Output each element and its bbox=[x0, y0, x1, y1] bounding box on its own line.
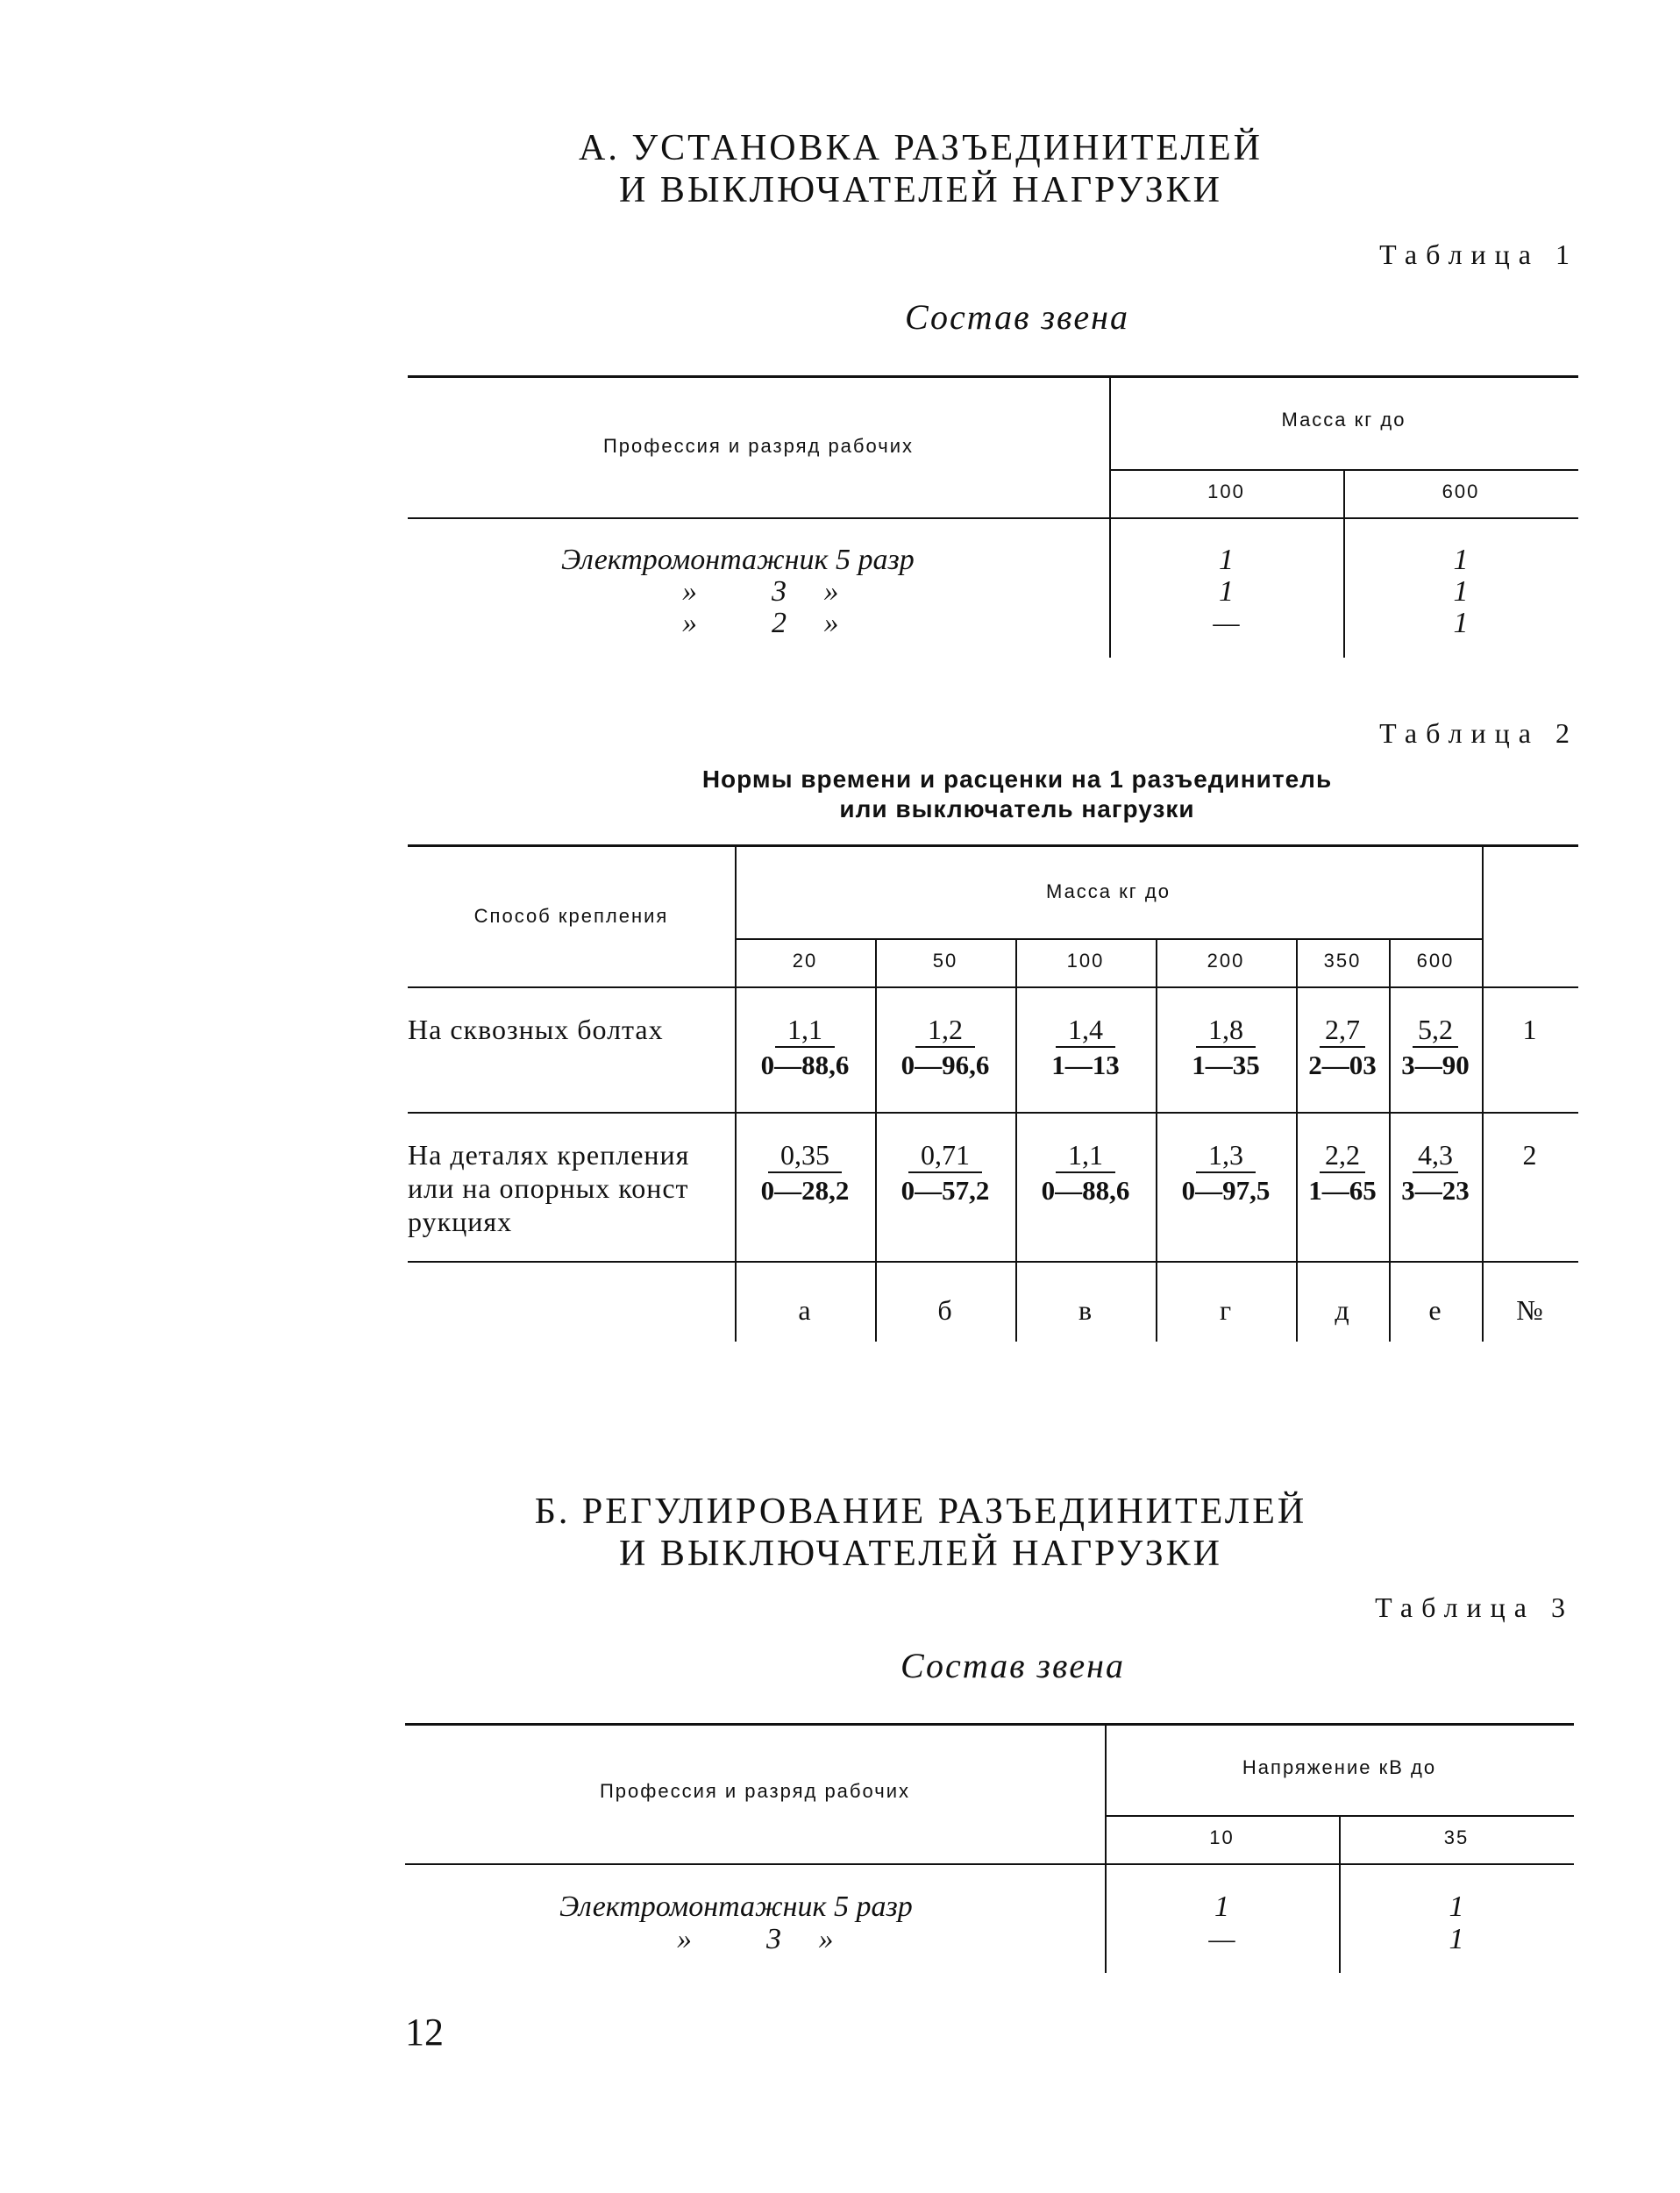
table3-row1-c2: 1 bbox=[1449, 1890, 1464, 1923]
table2-footer-d: д bbox=[1335, 1294, 1350, 1326]
table2-row2-d-price: 1—65 bbox=[1308, 1175, 1377, 1206]
table2-footer-e: е bbox=[1428, 1294, 1442, 1326]
table3-row1-name: Электромонтажник 5 разр bbox=[559, 1890, 913, 1923]
section-a-heading-line2: И ВЫКЛЮЧАТЕЛЕЙ НАГРУЗКИ bbox=[618, 170, 1223, 210]
table2-col-200: 200 bbox=[1207, 950, 1245, 972]
table2-row2-cell-d bbox=[1296, 1138, 1389, 1208]
table3-row1-c1: 1 bbox=[1214, 1890, 1229, 1923]
table3-label: Таблица 3 bbox=[1375, 1591, 1574, 1623]
table2-row2-b-time: 0,71 bbox=[908, 1138, 982, 1173]
section-b-heading-line2: И ВЫКЛЮЧАТЕЛЕЙ НАГРУЗКИ bbox=[618, 1534, 1223, 1574]
table3-col2: 35 bbox=[1443, 1826, 1470, 1848]
table2-row1-b-time: 1,2 bbox=[915, 1013, 975, 1048]
table2-row1-d-time: 2,7 bbox=[1320, 1013, 1365, 1048]
table2-col-100: 100 bbox=[1066, 950, 1105, 972]
table2-row2-method-line1: На деталях крепления bbox=[408, 1139, 690, 1171]
table2-row1-cell-g bbox=[1156, 1013, 1296, 1083]
table2-caption-line1: Нормы времени и расценки на 1 разъединитель bbox=[701, 765, 1333, 793]
table2-row2-v-price: 0—88,6 bbox=[1041, 1175, 1130, 1206]
table1-col2: 600 bbox=[1442, 481, 1480, 502]
table2-row1-e-time: 5,2 bbox=[1413, 1013, 1458, 1048]
table2-footer-v: в bbox=[1078, 1294, 1093, 1326]
table1-row3-name: » 2 » bbox=[682, 607, 839, 639]
table2-row1-v-time: 1,4 bbox=[1056, 1013, 1115, 1048]
table2-row1-cell-a bbox=[735, 1013, 875, 1083]
table2-header-left: Способ крепления bbox=[473, 905, 669, 927]
table2-footer-g: г bbox=[1219, 1294, 1233, 1326]
table2-caption-line2: или выключатель нагрузки bbox=[839, 795, 1195, 822]
table2-row2-cell-b bbox=[875, 1138, 1015, 1208]
table2-row2-g-time: 1,3 bbox=[1196, 1138, 1256, 1173]
table1-row2-c1: 1 bbox=[1219, 575, 1234, 608]
table2-row1-a-price: 0—88,6 bbox=[760, 1050, 850, 1080]
table2-row2-num: 2 bbox=[1522, 1139, 1538, 1171]
table2-row2-cell-a bbox=[735, 1138, 875, 1208]
table1-row1-name: Электромонтажник 5 разр bbox=[561, 544, 915, 576]
table3-col1: 10 bbox=[1209, 1826, 1235, 1848]
table3-header-left: Профессия и разряд рабочих bbox=[599, 1780, 911, 1802]
table2-row1-e-price: 3—90 bbox=[1401, 1050, 1470, 1080]
table2-footer-num: № bbox=[1516, 1294, 1544, 1326]
table2-row2-v-time: 1,1 bbox=[1056, 1138, 1115, 1173]
table2-row2-method-line2: или на опорных конст bbox=[408, 1172, 689, 1204]
table2-row1-num: 1 bbox=[1522, 1014, 1538, 1045]
table1-row2-name: » 3 » bbox=[682, 575, 839, 608]
table1-header-left: Профессия и разряд рабочих bbox=[602, 435, 915, 457]
table3-row2-c2: 1 bbox=[1449, 1923, 1464, 1955]
table2-row1-b-price: 0—96,6 bbox=[901, 1050, 990, 1080]
table2-row2-method-line3: рукциях bbox=[408, 1206, 513, 1237]
table1-row1-c1: 1 bbox=[1219, 544, 1234, 576]
table3-header-group: Напряжение кВ до bbox=[1242, 1756, 1437, 1778]
table2-row2-b-price: 0—57,2 bbox=[901, 1175, 990, 1206]
table1-row3-c1: — bbox=[1213, 607, 1240, 639]
table3-caption: Состав звена bbox=[900, 1646, 1125, 1685]
section-a-heading-line1: А. УСТАНОВКА РАЗЪЕДИНИТЕЛЕЙ bbox=[579, 128, 1263, 168]
table2-footer-b: б bbox=[937, 1294, 953, 1326]
table1-row1-c2: 1 bbox=[1453, 544, 1469, 576]
table1-label: Таблица 1 bbox=[1379, 239, 1578, 270]
table2-label: Таблица 2 bbox=[1379, 717, 1578, 749]
table2-row1-g-price: 1—35 bbox=[1192, 1050, 1260, 1080]
table1-col1: 100 bbox=[1207, 481, 1245, 502]
page-number: 12 bbox=[405, 2011, 444, 2054]
table2-header-group: Масса кг до bbox=[1046, 880, 1171, 902]
table2-row1-cell-d bbox=[1296, 1013, 1389, 1083]
table2-row2-cell-g bbox=[1156, 1138, 1296, 1208]
table1-row3-c2: 1 bbox=[1453, 607, 1469, 639]
table2-row2-cell-v bbox=[1015, 1138, 1156, 1208]
table2-row1-cell-v bbox=[1015, 1013, 1156, 1083]
section-b-heading bbox=[403, 1491, 1438, 1575]
table1-header-group: Масса кг до bbox=[1281, 409, 1406, 431]
table2-row1-method: На сквозных болтах bbox=[408, 1014, 664, 1045]
table2-col-20: 20 bbox=[792, 950, 818, 972]
table2-row2-cell-e bbox=[1389, 1138, 1482, 1208]
table2-row2-a-time: 0,35 bbox=[768, 1138, 842, 1173]
table2-row2-d-time: 2,2 bbox=[1320, 1138, 1365, 1173]
table2-row1-g-time: 1,8 bbox=[1196, 1013, 1256, 1048]
table1-row2-c2: 1 bbox=[1453, 575, 1469, 608]
table2-row2-e-price: 3—23 bbox=[1401, 1175, 1470, 1206]
table2-col-600: 600 bbox=[1416, 950, 1455, 972]
section-a-heading bbox=[403, 127, 1438, 211]
table3-row2-c1: — bbox=[1208, 1923, 1235, 1955]
table2-col-350: 350 bbox=[1323, 950, 1362, 972]
table2-row2-e-time: 4,3 bbox=[1413, 1138, 1458, 1173]
section-b-heading-line1: Б. РЕГУЛИРОВАНИЕ РАЗЪЕДИНИТЕЛЕЙ bbox=[534, 1492, 1307, 1532]
table2-footer-a: а bbox=[798, 1294, 812, 1326]
table2-row2-method bbox=[408, 1138, 735, 1238]
table2-row1-cell-b bbox=[875, 1013, 1015, 1083]
table2-col-50: 50 bbox=[932, 950, 958, 972]
table2-row2-a-price: 0—28,2 bbox=[760, 1175, 850, 1206]
table2-row1-d-price: 2—03 bbox=[1308, 1050, 1377, 1080]
table2-caption bbox=[491, 765, 1543, 824]
table3-row2-name: » 3 » bbox=[677, 1923, 834, 1955]
table2-row1-a-time: 1,1 bbox=[775, 1013, 835, 1048]
table2-row2-g-price: 0—97,5 bbox=[1181, 1175, 1271, 1206]
table1-caption: Состав звена bbox=[904, 297, 1129, 337]
table2-row1-cell-e bbox=[1389, 1013, 1482, 1083]
table2-row1-v-price: 1—13 bbox=[1051, 1050, 1120, 1080]
